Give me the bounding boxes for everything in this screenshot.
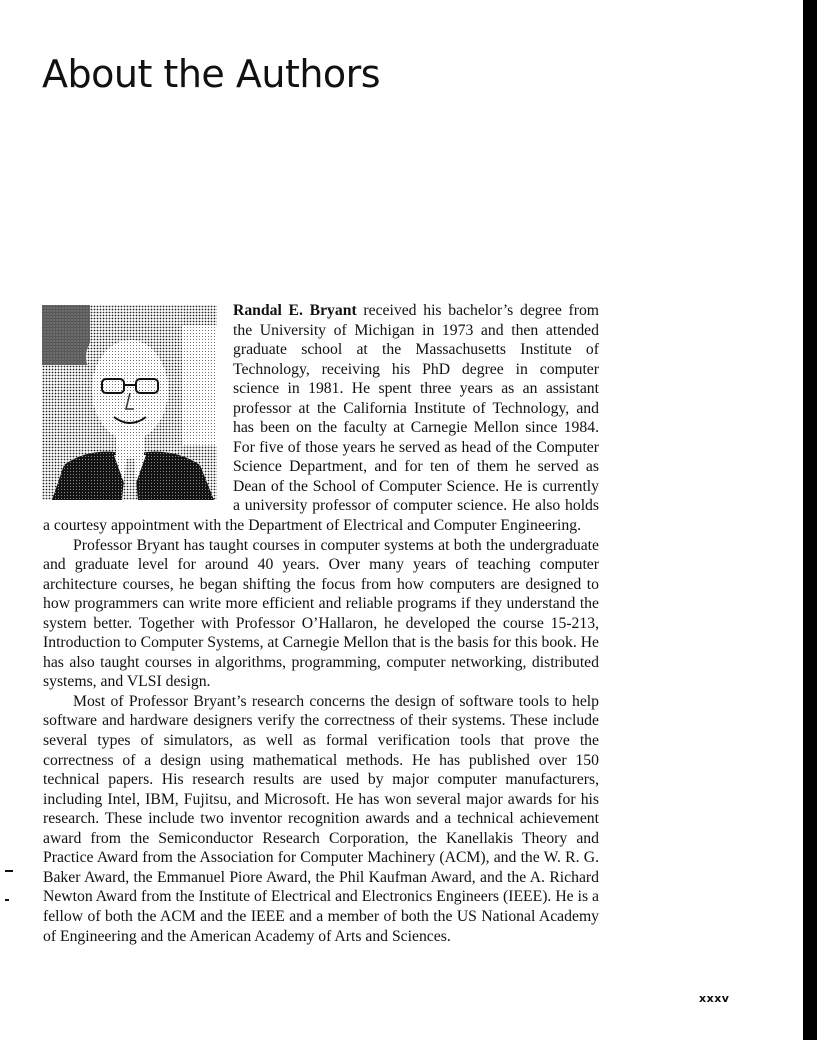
bio-paragraph-2: Professor Bryant has taught courses in computer systems at both the undergraduate and graduate level for around 40 years. Over many years of teaching computer architecture courses, he began shifting the focus from how computers are designed to how programmers can write more efficient and reliable programs if they understand the system better. Together with Professor O’Hallaron, he developed the course 15-213, Introduction to Computer Systems, at Carnegie Mellon that is the basis for this book. He has also taught courses in algorithms, programming, computer networking, distributed systems, and VLSI design.: [43, 536, 599, 691]
bio-paragraph-3: Most of Professor Bryant’s research concerns the design of software tools to help software and hardware designers verify the correctness of their systems. These include several types of simulators, as well as formal verification tools that prove the correctness of a design using mathematical methods. He has published over 150 technical papers. His research results are used by major computer manufacturers, including Intel, IBM, Fujitsu, and Microsoft. He has won several major awards for his research. These include two inventor recognition awards and a technical achievement award from the Semiconductor Research Corporation, the Kanellakis Theory and Practice Award from the Association for Computer Machinery (ACM), and the W. R. G. Baker Award, the Emmanuel Piore Award, the Phil Kaufman Award, and the A. Richard Newton Award from the Institute of Electrical and Electronics Engineers (IEEE). He is a fellow of both the ACM and the IEEE and a member of both the US National Academy of Engineering and the American Academy of Arts and Sciences.: [43, 692, 599, 945]
bio-paragraph-1: Randal E. Bryant received his bachelor’s degree from the University of Michigan in 1973 and then attended graduate school at the Massachusetts Institute of Technology, receiving his PhD degree in computer science in 1981. He spent three years as an assistant professor at the California Institute of Technology, and has been on the faculty at Carnegie Mellon since 1984. For five of those years he served as head of the Computer Science Department, and for ten of them he served as Dean of the School of Computer Science. He is currently a university professor of computer science. He also holds a courtesy appointment with the Department of Electrical and Computer Engineering.: [43, 302, 599, 535]
page-number: xxxv: [699, 992, 730, 1005]
margin-mark: [5, 899, 9, 901]
author-name: Randal E. Bryant: [233, 302, 357, 319]
page-edge-bar: [803, 0, 817, 1040]
author-bio: [43, 301, 599, 946]
margin-mark: [5, 870, 13, 872]
page-title: About the Authors: [42, 52, 381, 96]
